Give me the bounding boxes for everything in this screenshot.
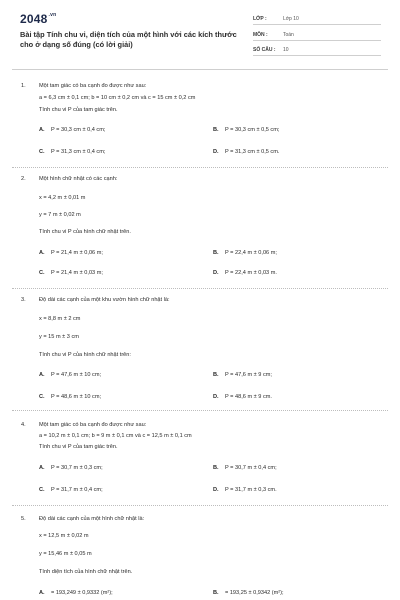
question-divider xyxy=(12,167,388,168)
meta-grade-row xyxy=(253,14,381,25)
meta-count-row xyxy=(253,45,381,56)
question-line: Tính chu vi P của tam giác trên. xyxy=(39,444,118,450)
question-divider xyxy=(12,410,388,411)
question-line: y = 7 m ± 0,02 m xyxy=(39,212,81,218)
site-logo[interactable] xyxy=(20,12,56,26)
document-title: Bài tập Tính chu vi, diện tích của một hình với các kích thước cho ở dạng số đúng (có lời giải) xyxy=(20,30,237,49)
question-line: Tính diện tích của hình chữ nhật trên. xyxy=(39,569,133,575)
question-number: 2. xyxy=(21,176,26,182)
question-divider xyxy=(12,288,388,289)
question-line: x = 8,8 m ± 2 cm xyxy=(39,316,81,322)
option-c[interactable]: C. P = 21,4 m ± 0,03 m; xyxy=(39,270,103,276)
option-a[interactable]: A. P = 21,4 m ± 0,06 m; xyxy=(39,250,103,256)
question-number: 5. xyxy=(21,516,26,522)
header-divider xyxy=(12,69,388,70)
question-line: x = 4,2 m ± 0,01 m xyxy=(39,195,86,201)
count-value: 10 xyxy=(283,47,289,53)
question-line: Tính chu vi P của hình chữ nhật trên: xyxy=(39,352,131,358)
question-prompt: Độ dài các cạnh của một hình chữ nhật là: xyxy=(39,516,145,522)
count-label: SỐ CÂU : xyxy=(253,47,276,53)
subject-value: Toán xyxy=(283,32,294,38)
option-d[interactable]: D. P = 22,4 m ± 0,03 m. xyxy=(213,270,277,276)
question-line: Tính chu vi P của tam giác trên. xyxy=(39,107,118,113)
option-d[interactable]: D. P = 31,7 m ± 0,3 cm. xyxy=(213,487,277,493)
logo-suffix: .vn xyxy=(48,12,57,18)
grade-value: Lớp 10 xyxy=(283,16,299,22)
option-a[interactable]: A. P = 47,6 m ± 10 cm; xyxy=(39,372,102,378)
option-b[interactable]: B. = 193,25 ± 0,9342 (m²); xyxy=(213,590,284,596)
option-c[interactable]: C. P = 31,3 cm ± 0,4 cm; xyxy=(39,149,106,155)
option-d[interactable]: D. P = 48,6 m ± 9 cm. xyxy=(213,394,272,400)
meta-subject-row xyxy=(253,30,381,41)
option-d[interactable]: D. P = 31,3 cm ± 0,5 cm. xyxy=(213,149,280,155)
option-b[interactable]: B. P = 30,3 cm ± 0,5 cm; xyxy=(213,127,280,133)
question-line: a = 6,3 cm ± 0,1 cm; b = 10 cm ± 0,2 cm và c = 15 cm ± 0,2 cm xyxy=(39,95,196,101)
option-a[interactable]: A. P = 30,7 m ± 0,3 cm; xyxy=(39,465,103,471)
question-line: y = 15,46 m ± 0,05 m xyxy=(39,551,92,557)
option-c[interactable]: C. P = 48,6 m ± 10 cm; xyxy=(39,394,102,400)
logo-text: 2048 xyxy=(20,12,48,26)
question-prompt: Một tam giác có ba cạnh đo được như sau: xyxy=(39,422,147,428)
question-line: Tính chu vi P của hình chữ nhật trên. xyxy=(39,229,131,235)
option-c[interactable]: C. P = 31,7 m ± 0,4 cm; xyxy=(39,487,103,493)
question-prompt: Một tam giác có ba cạnh đo được như sau: xyxy=(39,83,147,89)
question-prompt: Một hình chữ nhật có các cạnh: xyxy=(39,176,118,182)
question-divider xyxy=(12,505,388,506)
option-b[interactable]: B. P = 30,7 m ± 0,4 cm; xyxy=(213,465,277,471)
question-number: 1. xyxy=(21,83,26,89)
option-b[interactable]: B. P = 47,6 m ± 9 cm; xyxy=(213,372,272,378)
subject-label: MÔN : xyxy=(253,32,268,38)
question-number: 4. xyxy=(21,422,26,428)
option-a[interactable]: A. = 193,249 ± 0,9332 (m²); xyxy=(39,590,113,596)
option-b[interactable]: B. P = 22,4 m ± 0,06 m; xyxy=(213,250,277,256)
question-line: x = 12,5 m ± 0,02 m xyxy=(39,533,89,539)
question-number: 3. xyxy=(21,297,26,303)
document-header xyxy=(0,0,400,68)
question-prompt: Độ dài các cạnh của một khu vườn hình chữ nhật là: xyxy=(39,297,170,303)
question-line: y = 15 m ± 3 cm xyxy=(39,334,79,340)
grade-label: LỚP : xyxy=(253,16,267,22)
question-line: a = 10,2 m ± 0,1 cm; b = 9 m ± 0,1 cm và c = 12,5 m ± 0,1 cm xyxy=(39,433,192,439)
option-a[interactable]: A. P = 30,3 cm ± 0,4 cm; xyxy=(39,127,106,133)
